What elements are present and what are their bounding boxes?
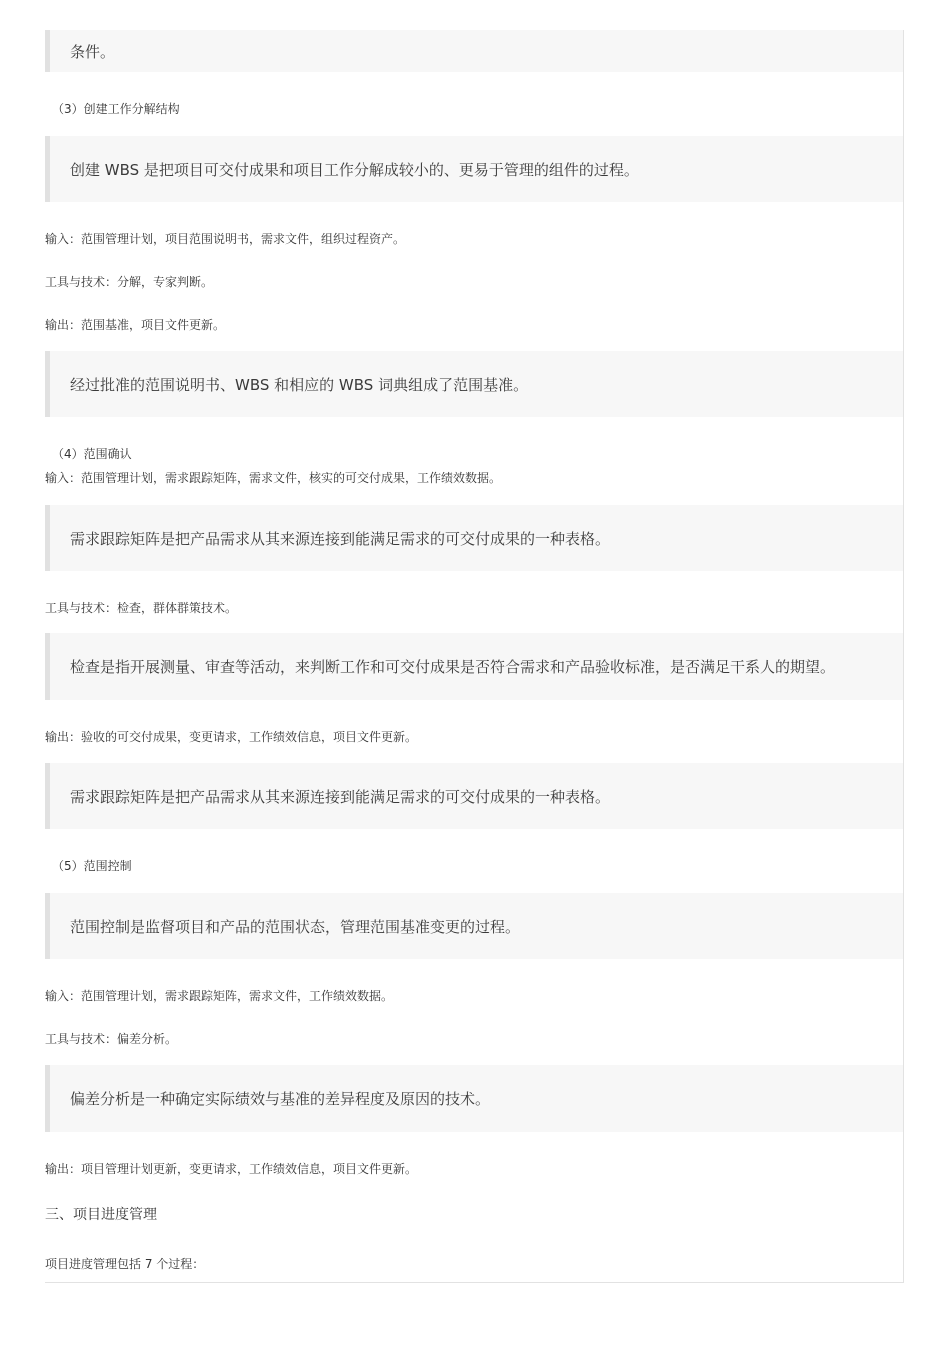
blockquote-text: 范围控制是监督项目和产品的范围状态，管理范围基准变更的过程。 [70, 917, 521, 936]
blockquote-inspection [45, 633, 903, 700]
blockquote-scope-control [45, 893, 903, 959]
control-outputs: 输出：项目管理计划更新，变更请求，工作绩效信息，项目文件更新。 [45, 1162, 418, 1176]
subheading-scope-control: （5）范围控制 [52, 859, 132, 873]
blockquote-variance-analysis [45, 1065, 903, 1132]
blockquote-continuation [45, 30, 903, 72]
schedule-intro: 项目进度管理包括 7 个过程： [45, 1257, 205, 1271]
wbs-outputs: 输出：范围基准，项目文件更新。 [45, 318, 226, 332]
validation-outputs: 输出：验收的可交付成果，变更请求，工作绩效信息，项目文件更新。 [45, 730, 418, 744]
validation-tools: 工具与技术：检查，群体群策技术。 [45, 601, 238, 615]
control-tools: 工具与技术：偏差分析。 [45, 1032, 178, 1046]
subheading-scope-validation: （4）范围确认 [52, 447, 132, 461]
validation-inputs: 输入：范围管理计划，需求跟踪矩阵，需求文件，核实的可交付成果，工作绩效数据。 [45, 471, 502, 485]
blockquote-text: 检查是指开展测量、审查等活动，来判断工作和可交付成果是否符合需求和产品验收标准，是否满足干系人的期望。 [70, 658, 836, 676]
blockquote-traceability-matrix [45, 505, 903, 571]
blockquote-text: 创建 WBS 是把项目可交付成果和项目工作分解成较小的、更易于管理的组件的过程。 [70, 160, 639, 179]
wbs-inputs: 输入：范围管理计划，项目范围说明书，需求文件，组织过程资产。 [45, 232, 406, 246]
blockquote-scope-baseline [45, 351, 903, 417]
section-heading-schedule: 三、项目进度管理 [45, 1207, 157, 1223]
blockquote-text: 条件。 [70, 42, 116, 61]
blockquote-wbs-definition [45, 136, 903, 202]
blockquote-text: 需求跟踪矩阵是把产品需求从其来源连接到能满足需求的可交付成果的一种表格。 [70, 787, 611, 806]
control-inputs: 输入：范围管理计划，需求跟踪矩阵，需求文件，工作绩效数据。 [45, 989, 394, 1003]
document-page [45, 30, 904, 1283]
wbs-tools: 工具与技术：分解，专家判断。 [45, 275, 214, 289]
blockquote-text: 偏差分析是一种确定实际绩效与基准的差异程度及原因的技术。 [70, 1090, 491, 1108]
blockquote-text: 需求跟踪矩阵是把产品需求从其来源连接到能满足需求的可交付成果的一种表格。 [70, 529, 611, 548]
blockquote-traceability-matrix-repeat [45, 763, 903, 829]
blockquote-text: 经过批准的范围说明书、WBS 和相应的 WBS 词典组成了范围基准。 [70, 375, 529, 394]
subheading-wbs: （3）创建工作分解结构 [52, 102, 180, 116]
